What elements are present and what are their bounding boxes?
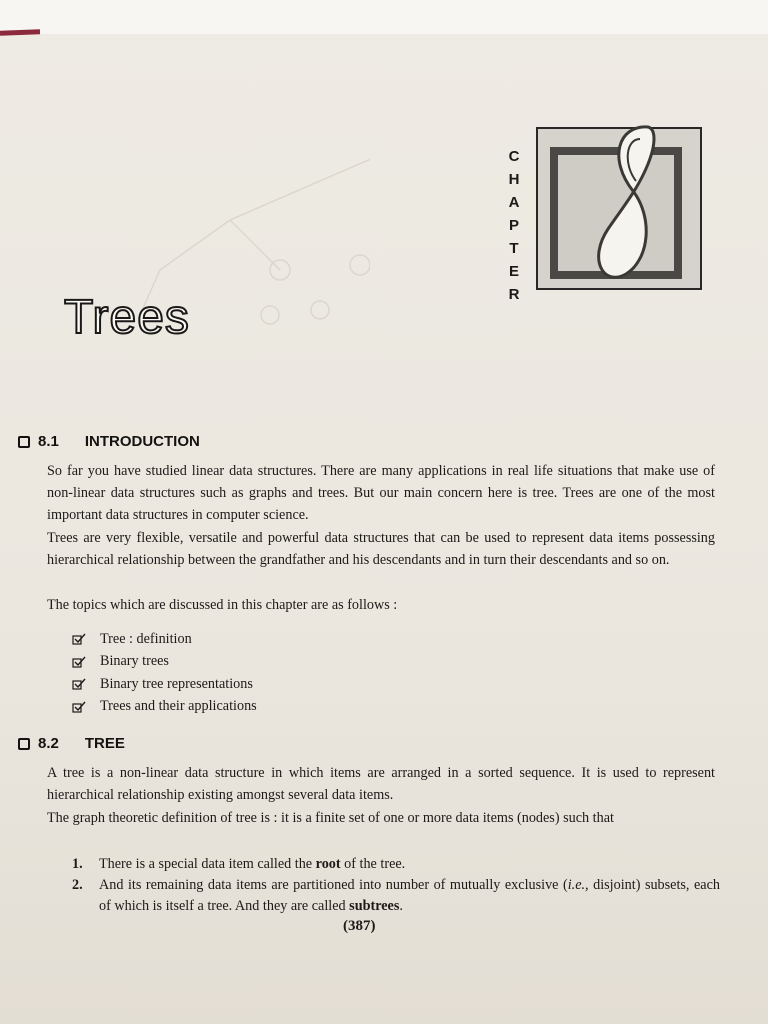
paragraph: The graph theoretic definition of tree is : it is a finite set of one or more data items (nodes) such that [47,810,614,826]
section-number: 8.2 [38,735,59,752]
chapter-letter: H [508,171,522,188]
chapter-number-glyph [578,119,678,289]
paragraph: Trees are very flexible, versatile and powerful data structures that can be used to represent data items possessing hierarchical relationship between the grandfather and his descendants and in turn their descendants and so on. [47,530,715,568]
list-item [72,628,257,651]
checkbox-tick-icon [72,678,86,690]
chapter-title: Trees [64,291,190,344]
list-item [72,696,257,719]
topic-text: Binary tree representations [100,675,253,692]
section-title: INTRODUCTION [84,433,200,450]
square-icon [18,738,30,750]
book-cover-edge [0,29,40,35]
paragraph: The topics which are discussed in this chapter are as follows : [47,597,398,613]
paragraph: So far you have studied linear data structures. There are many applications in real life situations that make use of non-linear data structures such as graphs and trees. But our main concern here is tree. Trees are one of the most important data structures in computer science. [47,463,715,523]
square-icon [18,436,30,448]
list-item [72,651,257,674]
page-top-edge [0,0,768,34]
chapter-label [505,145,525,306]
chapter-number-box [536,127,702,290]
section-heading-8-1 [18,433,200,450]
section-heading-8-2 [18,735,125,752]
list-item [72,854,720,875]
section-title: TREE [84,735,125,752]
checkbox-tick-icon [72,656,86,668]
topic-text: Tree : definition [100,630,192,647]
chapter-letter: E [508,263,521,280]
chapter-letter: T [509,240,521,257]
item-number: 2. [72,877,83,893]
checkbox-tick-icon [72,701,86,713]
page-number: (387) [343,918,376,934]
item-text: And its remaining data items are partitioned into number of mutually exclusive (i.e., disjoint) subsets, each of which is itself a tree. And they are called subtrees. [99,877,720,914]
topic-text: Binary trees [100,653,169,670]
chapter-letter: P [508,217,521,234]
chapter-letter: A [508,194,522,211]
chapter-letter: C [508,148,522,165]
checkbox-tick-icon [72,633,86,645]
list-item [72,673,257,696]
list-item [72,875,720,917]
term-root: root [315,856,341,872]
item-number: 1. [72,856,83,872]
term-subtrees: subtrees [349,898,400,914]
paragraph: A tree is a non-linear data structure in which items are arranged in a sorted sequence. It is used to represent hierarchical relationship existing amongst several data items. [47,765,715,803]
topics-list [72,628,257,718]
definition-list [72,854,720,917]
item-text: There is a special data item called the root of the tree. [99,856,406,872]
chapter-letter: R [508,286,522,303]
section-number: 8.1 [38,433,59,450]
topic-text: Trees and their applications [100,698,257,715]
